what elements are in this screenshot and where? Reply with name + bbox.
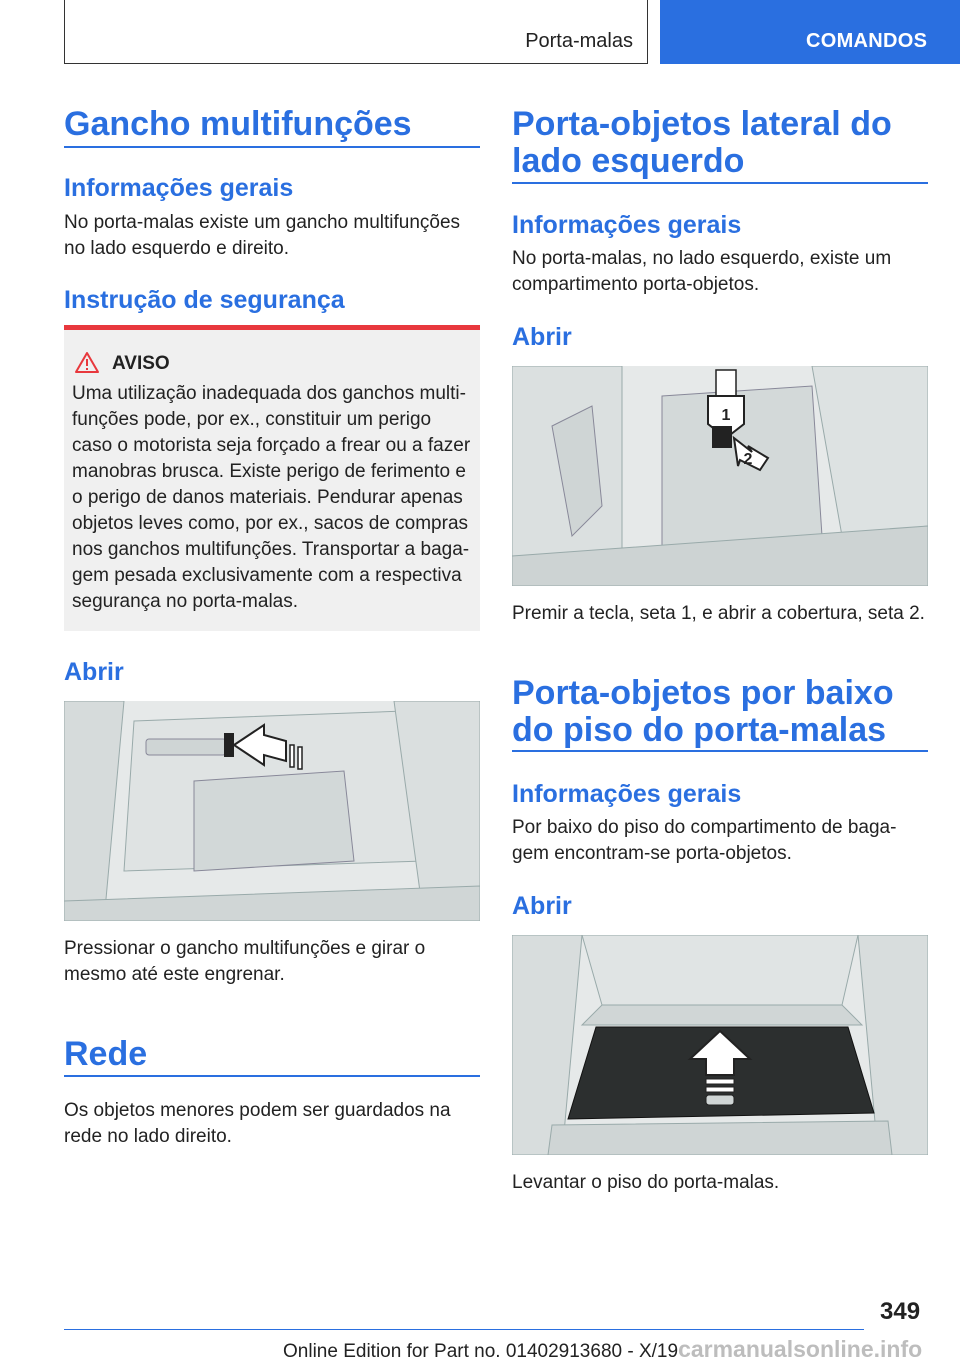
warning-triangle-icon <box>74 351 100 374</box>
page-number: 349 <box>880 1298 921 1325</box>
right-general-heading-2: Informações gerais <box>512 780 742 808</box>
header-chapter-label: COMANDOS <box>806 30 928 52</box>
left-safety-heading: Instrução de segurança <box>64 286 345 314</box>
right-title-2: Porta-objetos por baixo do piso do porta-malas <box>512 674 894 749</box>
figure-label-1: 1 <box>721 407 731 424</box>
warning-line: manobras brusca. Existe perigo de ferimento e <box>72 461 466 482</box>
net-text: Os objetos menores podem ser guardados na rede no lado direito. <box>64 1100 451 1147</box>
right-open-caption-1: Premir a tecla, seta 1, e abrir a cobertura, seta 2. <box>512 603 925 624</box>
right-open-caption-2: Levantar o piso do porta-malas. <box>512 1172 780 1193</box>
right-title-1: Porta-objetos lateral do lado esquerdo <box>512 105 892 180</box>
net-title: Rede <box>64 1035 148 1073</box>
figure-multifunction-hook <box>64 701 480 921</box>
left-general-text: No porta-malas existe um gancho multifunções no lado esquerdo e direito. <box>64 212 461 259</box>
figure-side-compartment <box>512 366 928 586</box>
left-title: Gancho multifunções <box>64 105 412 143</box>
warning-title: AVISO <box>112 353 170 374</box>
warning-line: Uma utilização inadequada dos ganchos multi- <box>72 383 466 404</box>
footer-watermark: carmanualsonline.info <box>678 1336 923 1362</box>
left-open-heading: Abrir <box>64 658 124 686</box>
right-general-text-1: No porta-malas, no lado esquerdo, existe um compartimento porta-objetos. <box>512 248 892 295</box>
header-section-tab <box>64 0 648 64</box>
warning-line: o perigo de danos materiais. Pendurar apenas <box>72 487 463 508</box>
warning-line: segurança no porta-malas. <box>72 591 299 612</box>
warning-box-top-rule <box>64 325 480 330</box>
net-title-rule <box>64 1075 480 1077</box>
left-general-heading: Informações gerais <box>64 174 294 202</box>
right-open-heading-1: Abrir <box>512 323 572 351</box>
right-open-heading-2: Abrir <box>512 892 572 920</box>
figure-label-2: 2 <box>743 451 753 468</box>
header-chapter-tab <box>660 0 960 64</box>
warning-line: caso o motorista seja forçado a frear ou a fazer <box>72 435 471 456</box>
header-section-label: Porta-malas <box>525 30 633 52</box>
left-title-rule <box>64 146 480 148</box>
left-open-caption: Pressionar o gancho multifunções e girar o mesmo até este engrenar. <box>64 938 426 985</box>
footer-edition-text: Online Edition for Part no. 01402913680 - X/19 <box>283 1341 679 1362</box>
warning-line: gem pesada exclusivamente com a respectiva <box>72 565 462 586</box>
right-general-heading-1: Informações gerais <box>512 211 742 239</box>
warning-line: objetos leves como, por ex., sacos de compras <box>72 513 469 534</box>
warning-line: nos ganchos multifunções. Transportar a baga- <box>72 539 470 560</box>
warning-text <box>72 381 476 615</box>
footer-edition <box>283 1336 922 1363</box>
right-title-2-rule <box>512 750 928 752</box>
figure-underfloor-storage <box>512 935 928 1155</box>
right-general-text-2: Por baixo do piso do compartimento de baga-gem encontram-se porta-objetos. <box>512 817 897 864</box>
warning-line: funções pode, por ex., constituir um perigo <box>72 409 432 430</box>
right-title-1-rule <box>512 182 928 184</box>
footer-rule <box>64 1329 864 1330</box>
